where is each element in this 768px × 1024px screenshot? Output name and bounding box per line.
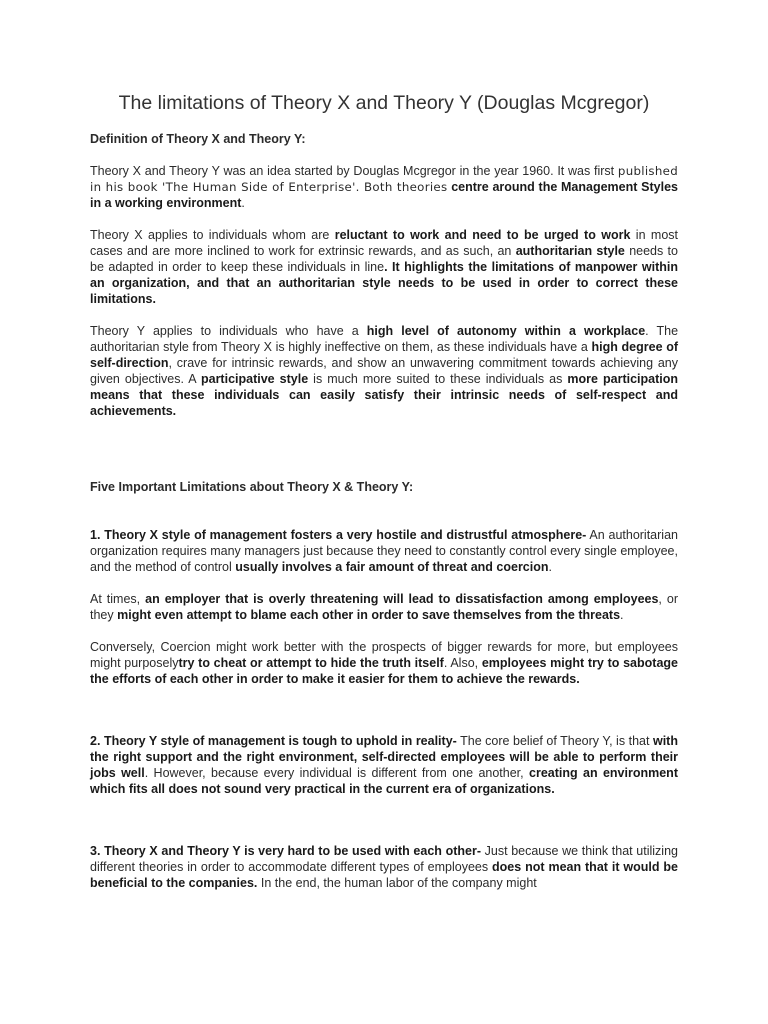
bold-run: usually involves a fair amount of threat and coercion (235, 560, 549, 574)
bold-run: reluctant to work and need to be urged to work (334, 228, 631, 242)
text-run: published in his book 'The Human Side of Enterprise'. Both theories (90, 164, 678, 194)
text-run: Conversely, Coercion might work better with the prospects of bigger rewards for more, but employees might purposely (90, 640, 678, 670)
bold-run: 1. Theory X style of management fosters a very hostile and distrustful atmosphere- (90, 528, 587, 542)
document-body (90, 131, 678, 891)
text-run: . However, because every individual is different from one another, (144, 766, 529, 780)
bold-run: 3. Theory X and Theory Y is very hard to be used with each other- (90, 844, 481, 858)
limitation-1 (90, 527, 678, 575)
bold-run: might even attempt to blame each other in order to save themselves from the threats (117, 608, 621, 622)
text-run: . Also, (443, 656, 482, 670)
text-run: in most cases and are more inclined to work for extrinsic rewards, and as such, an (90, 228, 679, 258)
text-run: In the end, the human labor of the company might (257, 876, 537, 890)
paragraph-theory-y (90, 323, 678, 419)
limitations-heading: Five Important Limitations about Theory X & Theory Y: (90, 480, 414, 494)
text-run: . (548, 560, 552, 574)
paragraph-definition (90, 163, 678, 211)
limitation-1-paragraph-3 (90, 639, 678, 687)
bold-run: centre around the Management Styles in a working environment (90, 180, 678, 210)
text-run: At times, (90, 592, 146, 606)
limitation-3 (90, 843, 678, 891)
limitation-1-paragraph-2 (90, 591, 678, 623)
text-run: is much more suited to these individuals as (308, 372, 568, 386)
bold-run: an employer that is overly threatening will lead to dissatisfaction among employees (145, 592, 659, 606)
bold-run: try to cheat or attempt to hide the truth itself (178, 656, 444, 670)
paragraph-theory-x (90, 227, 678, 307)
text-run: Theory X and Theory Y was an idea started by Douglas Mcgregor in the year 1960. It was first (90, 164, 615, 178)
limitation-2 (90, 733, 678, 797)
text-run: . (620, 608, 624, 622)
text-run: Theory X applies to individuals whom are (90, 228, 335, 242)
bold-run: creating an environment which fits all does not sound very practical in the current era of organizations. (90, 766, 678, 796)
bold-run: high degree of self-direction (90, 340, 678, 370)
bold-run: more participation means that these individuals can easily satisfy their intrinsic needs of self-respect and achievements. (90, 372, 679, 418)
text-run: An authoritarian organization requires many managers just because they need to constantly control every single employee, and the method of control (90, 528, 678, 574)
bold-run: authoritarian style (515, 244, 625, 258)
text-run: , or they (90, 592, 678, 622)
bold-run: high level of autonomy within a workplace (366, 324, 646, 338)
bold-run: 2. Theory Y style of management is tough to uphold in reality- (90, 734, 457, 748)
bold-run: participative style (200, 372, 309, 386)
bold-run: with the right support and the right environment, self-directed employees will be able to perform their jobs well (90, 734, 678, 780)
text-run: needs to be adapted in order to keep these individuals in line (90, 244, 678, 274)
document-title: The limitations of Theory X and Theory Y (Douglas Mcgregor) (118, 92, 650, 114)
text-run: . (241, 196, 245, 210)
text-run: Just because we think that utilizing different theories in order to accommodate different types of employees (90, 844, 678, 874)
text-run: , crave for intrinsic rewards, and show an unwavering commitment towards achieving any given objectives. A (90, 356, 678, 386)
bold-run: does not mean that it would be beneficial to the companies. (90, 860, 678, 890)
text-run: The core belief of Theory Y, is that (456, 734, 653, 748)
text-run: Theory Y applies to individuals who have a (90, 324, 367, 338)
definition-heading: Definition of Theory X and Theory Y: (90, 132, 306, 146)
bold-run: employees might try to sabotage the efforts of each other in order to make it easier for them to achieve the rewards. (90, 656, 678, 686)
text-run: . The authoritarian style from Theory X is highly ineffective on them, as these individuals have a (90, 324, 679, 354)
bold-run: . It highlights the limitations of manpower within an organization, and that an authoritarian style needs to be used in order to correct these limitations. (90, 260, 678, 306)
